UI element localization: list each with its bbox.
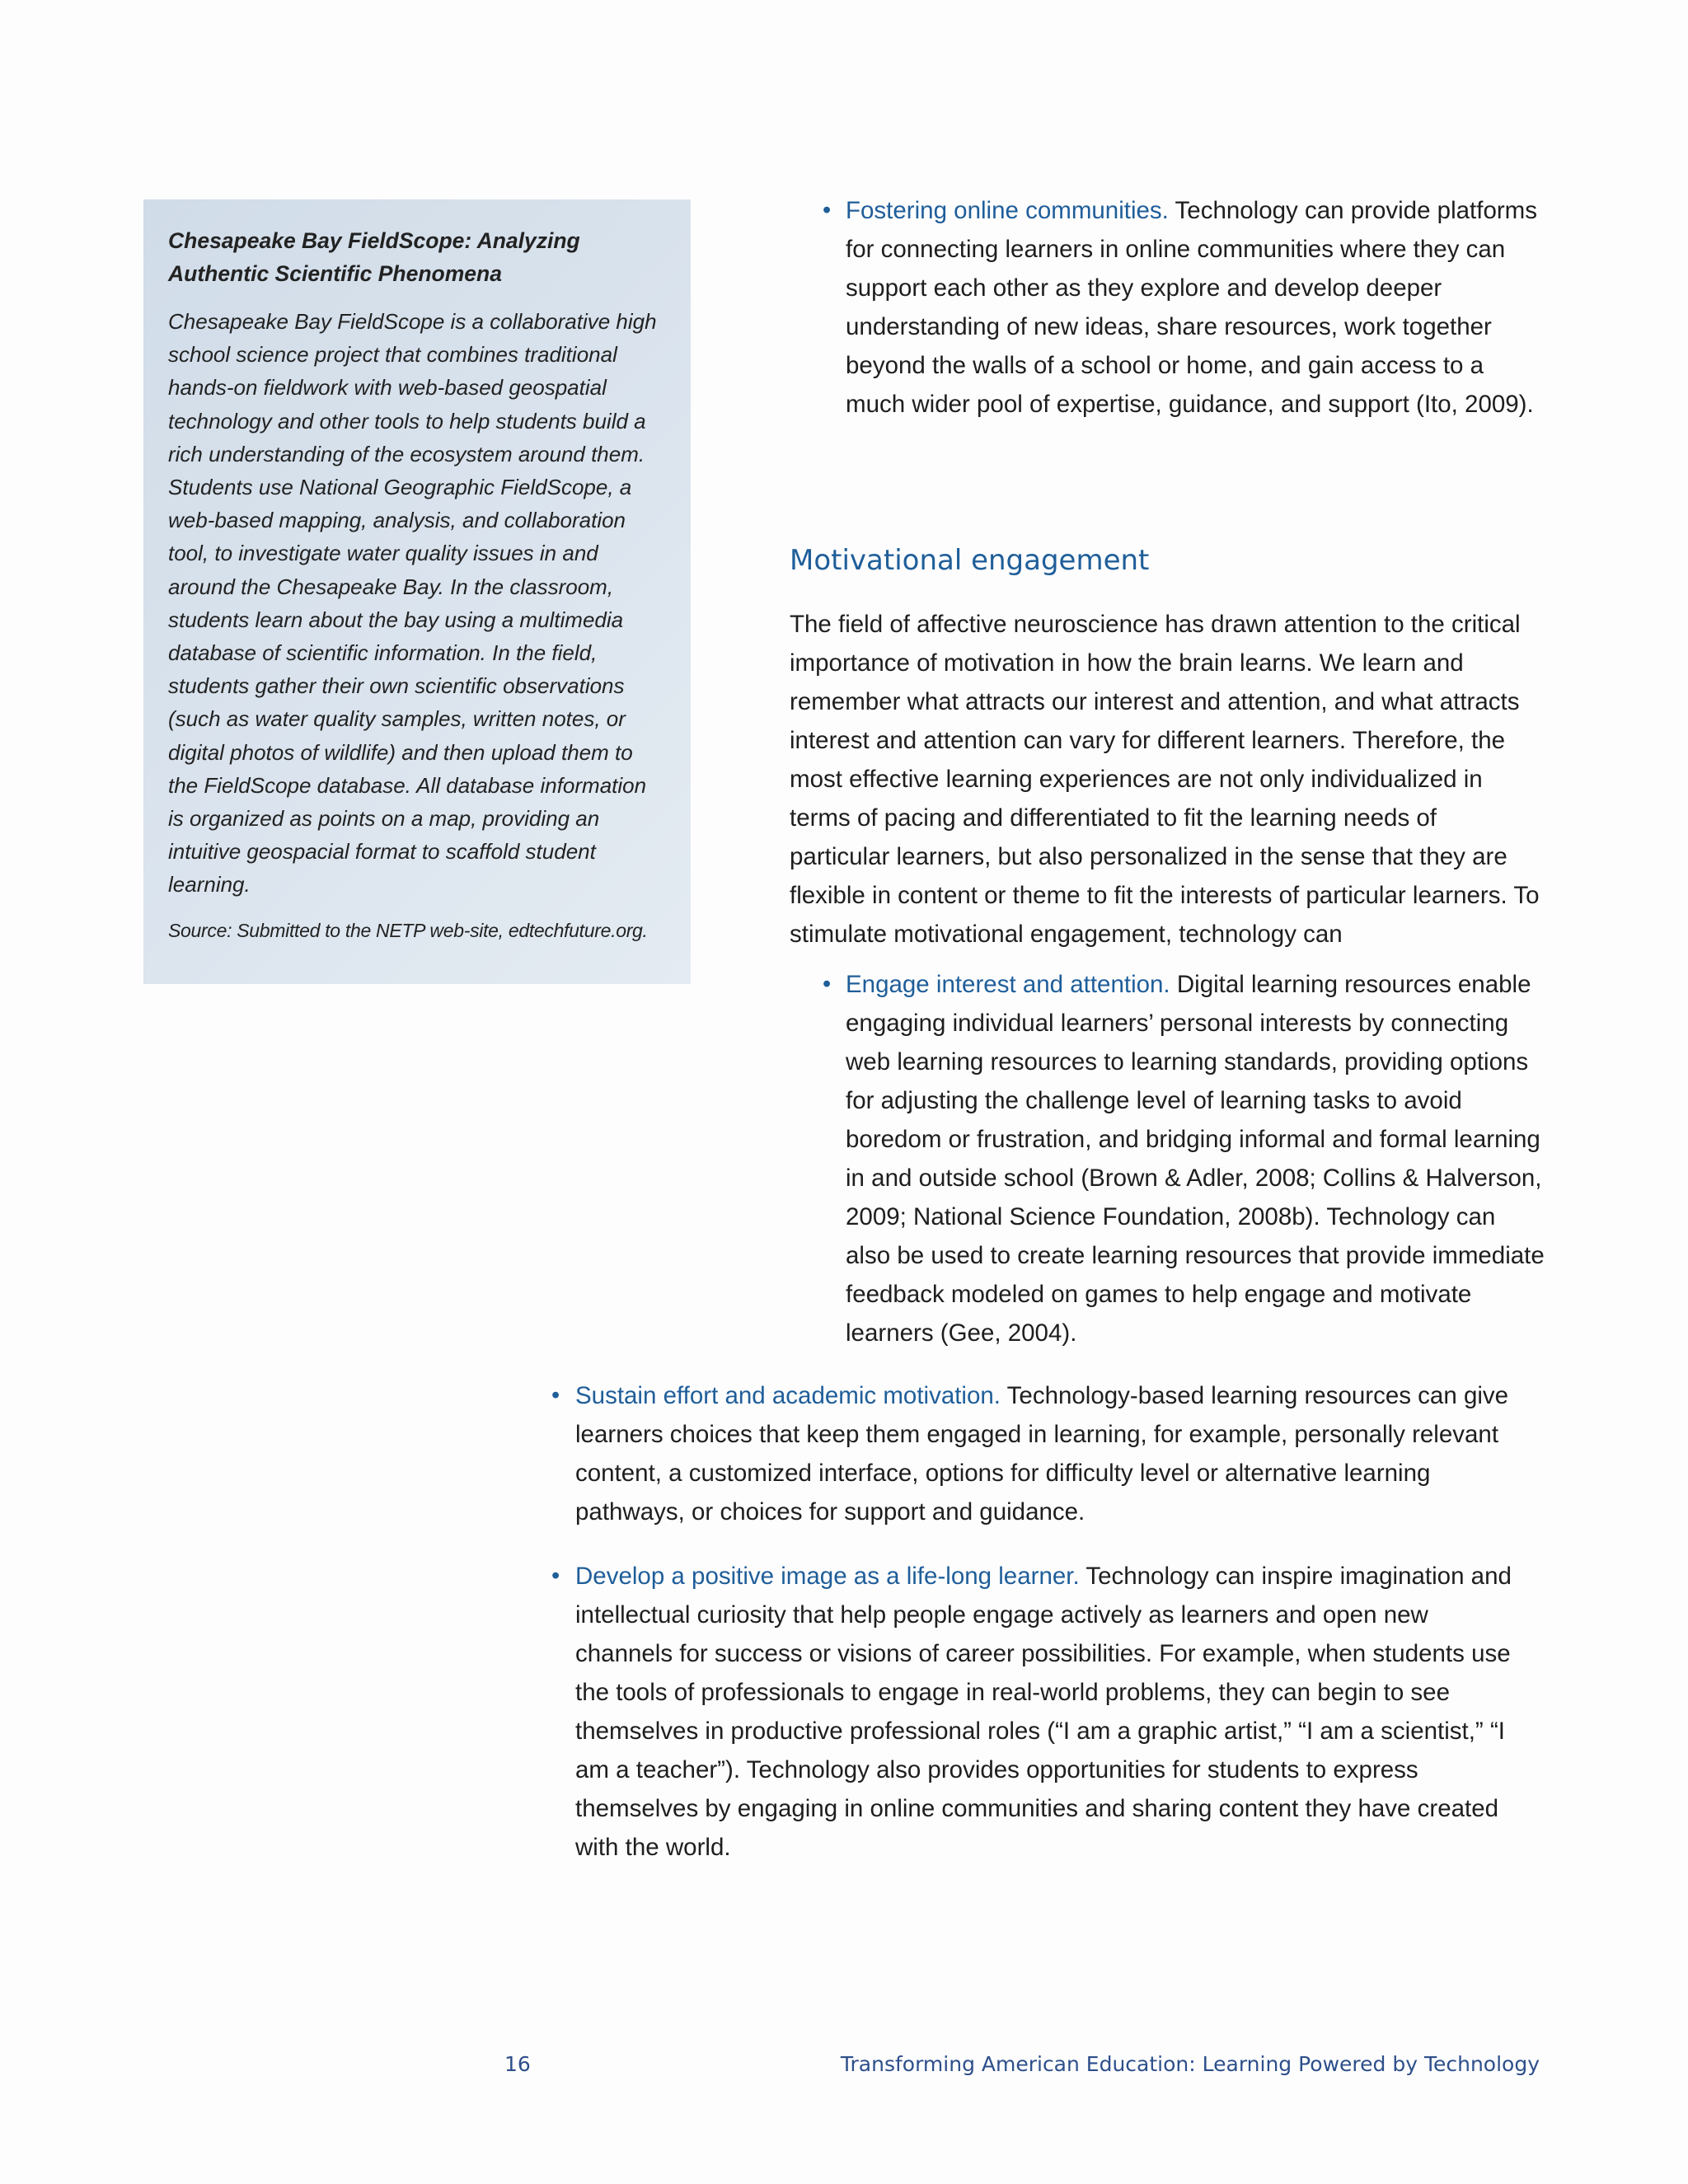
bullet-develop	[575, 1557, 1523, 1867]
bullet-marker: •	[823, 197, 832, 223]
bullet-lead: Engage interest and attention.	[846, 971, 1170, 998]
footer-title: Transforming American Education: Learning Powered by Technology	[840, 2052, 1540, 2076]
bullet-engage	[846, 965, 1546, 1352]
bullet-text: Technology can inspire imagination and intellectual curiosity that help people engage actively as learners and open new channels for success or visions of career possibilities. For example, when students use the tools of professionals to engage in real-world problems, they can begin to see themselves in productive professional roles (“I am a graphic artist,” “I am a scientist,” “I am a teacher”). Technology also provides opportunities for students to express themselves by engaging in online communities and sharing content they have created with the world.	[575, 1563, 1512, 1861]
bullet-marker: •	[551, 1382, 560, 1408]
sidebar-title: Chesapeake Bay FieldScope: Analyzing Authentic Scientific Phenomena	[168, 228, 580, 286]
bullet-lead: Sustain effort and academic motivation.	[575, 1382, 1001, 1409]
section-heading: Motivational engagement	[790, 544, 1150, 577]
bullet-text: Technology can provide platforms for connecting learners in online communities where they can support each other as they explore and develop deeper understanding of new ideas, share resources, work together beyond the walls of a school or home, and gain access to a much wider pool of expertise, guidance, and support (Ito, 2009).	[846, 197, 1537, 418]
bullet-marker: •	[551, 1563, 560, 1589]
bullet-marker: •	[823, 971, 832, 997]
bullet-lead: Fostering online communities.	[846, 197, 1169, 224]
bullet-sustain	[575, 1376, 1540, 1531]
sidebar-source: Source: Submitted to the NETP web-site, edtechfuture.org.	[168, 919, 648, 941]
bullet-text: Digital learning resources enable engaging individual learners’ personal interests by connecting web learning resources to learning standards, providing options for adjusting the challenge level of learning tasks to avoid boredom or frustration, and bridging informal and formal learning in and outside school (Brown & Adler, 2008; Collins & Halverson, 2009; National Science Foundation, 2008b). Technology can also be used to create learning resources that provide immediate feedback modeled on games to help engage and motivate learners (Gee, 2004).	[846, 971, 1545, 1347]
bullet-text: Technology-based learning resources can give learners choices that keep them engaged in learning, for example, personally relevant content, a customized interface, options for difficulty level or alternative learning pathways, or choices for support and guidance.	[575, 1382, 1509, 1526]
sidebar-body: Chesapeake Bay FieldScope is a collaborative high school science project that combines traditional hands-on fieldwork with web-based geospatial technology and other tools to help students build a rich understanding of the ecosystem around them. Students use National Geographic FieldScope, a web-based mapping, analysis, and collaboration tool, to investigate water quality issues in and around the Chesapeake Bay. In the classroom, students learn about the bay using a multimedia database of scientific information. In the field, students gather their own scientific observations (such as water quality samples, written notes, or digital photos of wildlife) and then upload them to the FieldScope database. All database information is organized as points on a map, providing an intuitive geospacial format to scaffold student learning.	[168, 309, 657, 898]
section-intro: The field of affective neuroscience has drawn attention to the critical importance of motivation in how the brain learns. We learn and remember what attracts our interest and attention, and what attracts interest and attention can vary for different learners. Therefore, the most effective learning experiences are not only individualized in terms of pacing and differentiated to fit the learning needs of particular learners, but also personalized in the sense that they are flexible in content or theme to fit the interests of particular learners. To stimulate motivational engagement, technology can	[790, 611, 1540, 948]
bullet-fostering	[846, 191, 1538, 424]
page-number: 16	[504, 2052, 531, 2076]
bullet-lead: Develop a positive image as a life-long learner.	[575, 1563, 1080, 1590]
sidebar-box	[143, 199, 691, 984]
